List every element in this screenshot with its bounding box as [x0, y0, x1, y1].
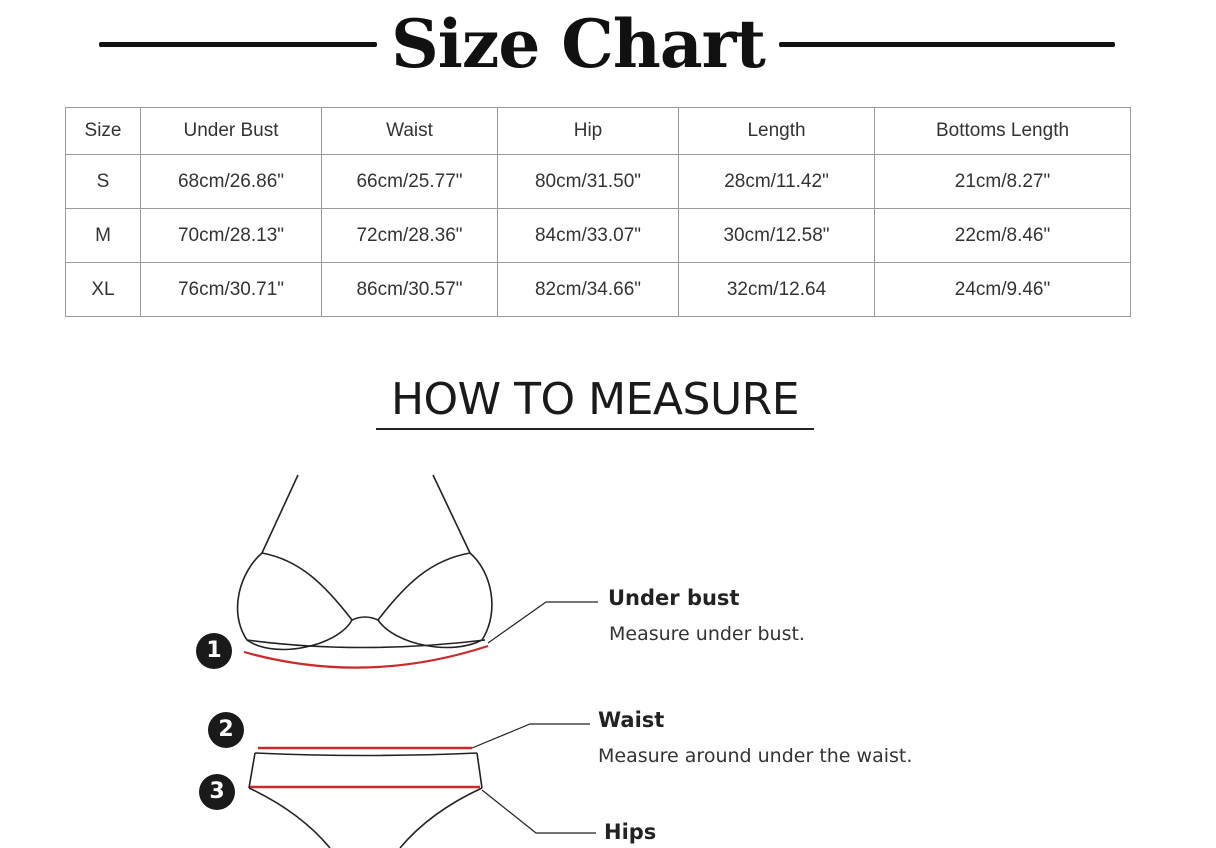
waist-label: Waist: [598, 708, 665, 732]
bikini-illustration: [180, 460, 620, 848]
under-bust-label: Under bust: [608, 586, 740, 610]
size-table: [65, 107, 1131, 317]
table-cell: 84cm/33.07": [498, 209, 679, 263]
column-header-bottoms-length: Bottoms Length: [875, 108, 1131, 155]
column-header-waist: Waist: [322, 108, 498, 155]
bikini-top-outline: [238, 475, 492, 649]
title-rule-right: [779, 42, 1115, 47]
how-to-measure-title: HOW TO MEASURE: [376, 372, 814, 430]
table-cell: 76cm/30.71": [141, 263, 322, 317]
step-1-badge: 1: [196, 633, 232, 669]
table-cell: 30cm/12.58": [679, 209, 875, 263]
table-cell: 22cm/8.46": [875, 209, 1131, 263]
table-row: [66, 263, 1131, 317]
table-cell: 66cm/25.77": [322, 155, 498, 209]
callout-leaders: [472, 602, 598, 833]
table-cell: 68cm/26.86": [141, 155, 322, 209]
table-cell: 24cm/9.46": [875, 263, 1131, 317]
table-header-row: [66, 108, 1131, 155]
table-row: [66, 155, 1131, 209]
column-header-under-bust: Under Bust: [141, 108, 322, 155]
column-header-hip: Hip: [498, 108, 679, 155]
title-rule-left: [99, 42, 377, 47]
table-cell: 21cm/8.27": [875, 155, 1131, 209]
table-cell: 80cm/31.50": [498, 155, 679, 209]
waist-description: Measure around under the waist.: [598, 745, 913, 767]
table-cell: 82cm/34.66": [498, 263, 679, 317]
column-header-size: Size: [66, 108, 141, 155]
page-title: Size Chart: [391, 5, 765, 83]
table-cell: 72cm/28.36": [322, 209, 498, 263]
bikini-bottom-outline: [249, 753, 482, 848]
table-cell: 28cm/11.42": [679, 155, 875, 209]
step-3-badge: 3: [199, 774, 235, 810]
size-chart-header: [0, 0, 1216, 90]
table-cell: 70cm/28.13": [141, 209, 322, 263]
under-bust-description: Measure under bust.: [609, 623, 805, 645]
table-cell-size: M: [66, 209, 141, 263]
table-row: [66, 209, 1131, 263]
table-cell: 32cm/12.64: [679, 263, 875, 317]
table-cell: 86cm/30.57": [322, 263, 498, 317]
table-cell-size: S: [66, 155, 141, 209]
column-header-length: Length: [679, 108, 875, 155]
hips-label: Hips: [604, 820, 657, 844]
step-2-badge: 2: [208, 712, 244, 748]
table-cell-size: XL: [66, 263, 141, 317]
